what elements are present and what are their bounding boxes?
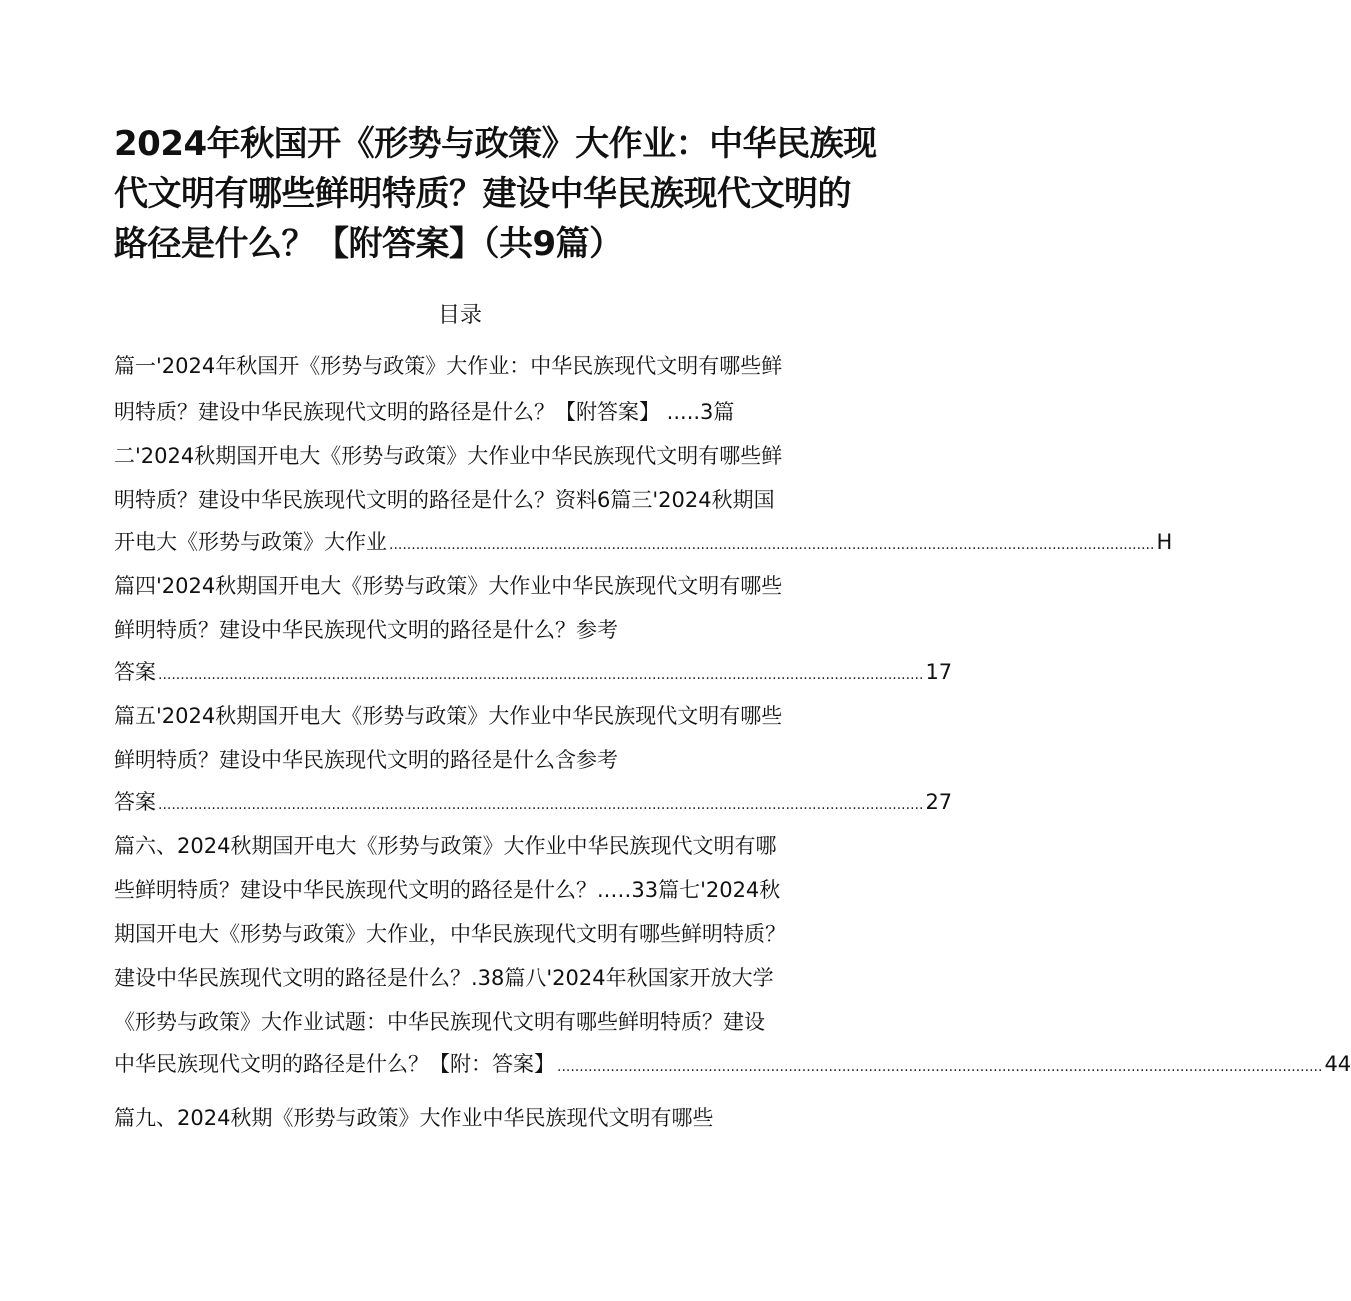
toc-line: 篇六、2024秋期国开电大《形势与政策》大作业中华民族现代文明有哪: [114, 834, 777, 858]
toc-leader-text: 开电大《形势与政策》大作业: [114, 530, 387, 554]
toc-line: 明特质？建设中华民族现代文明的路径是什么？资料6篇三'2024秋期国: [114, 488, 775, 512]
toc-line: 篇五'2024秋期国开电大《形势与政策》大作业中华民族现代文明有哪些: [114, 704, 783, 728]
toc-line: 篇九、2024秋期《形势与政策》大作业中华民族现代文明有哪些: [114, 1106, 714, 1130]
title-line-3: 路径是什么？【附答案】（共9篇）: [114, 224, 623, 264]
title-line-2: 代文明有哪些鲜明特质？建设中华民族现代文明的: [114, 174, 851, 214]
toc-leader-line: [114, 526, 1173, 561]
toc-heading: 目录: [437, 303, 482, 328]
leader-dots: ............................................................................................................................................................................: [557, 1059, 1323, 1075]
toc-leader-line: [114, 1048, 1351, 1083]
toc-line: 《形势与政策》大作业试题：中华民族现代文明有哪些鲜明特质？建设: [114, 1010, 765, 1034]
toc-page-number: 27: [925, 790, 953, 814]
toc-page-number: H: [1156, 530, 1173, 554]
toc-leader-line: [114, 786, 953, 821]
toc-line: 明特质？建设中华民族现代文明的路径是什么？【附答案】 .....3篇: [114, 400, 735, 424]
title-line-1: 2024年秋国开《形势与政策》大作业：中华民族现: [114, 124, 877, 164]
toc-leader-text: 答案: [114, 660, 156, 684]
toc-line: 鲜明特质？建设中华民族现代文明的路径是什么含参考: [114, 748, 618, 772]
leader-dots: ............................................................................................................................................................................: [389, 537, 1155, 553]
toc-line: 建设中华民族现代文明的路径是什么？.38篇八'2024年秋国家开放大学: [114, 966, 774, 990]
toc-line: 鲜明特质？建设中华民族现代文明的路径是什么？参考: [114, 618, 618, 642]
toc-line: 些鲜明特质？建设中华民族现代文明的路径是什么？..…33篇七'2024秋: [114, 878, 781, 902]
toc-leader-line: [114, 656, 953, 691]
toc-leader-text: 答案: [114, 790, 156, 814]
toc-page-number: 17: [925, 660, 953, 684]
leader-dots: ............................................................................................................................................................................: [158, 667, 924, 683]
toc-page-number: 44: [1324, 1052, 1351, 1076]
toc-line: 二'2024秋期国开电大《形势与政策》大作业中华民族现代文明有哪些鲜: [114, 444, 783, 468]
leader-dots: ............................................................................................................................................................................: [158, 797, 924, 813]
toc-leader-text: 中华民族现代文明的路径是什么？【附：答案】: [114, 1052, 555, 1076]
toc-line: 期国开电大《形势与政策》大作业，中华民族现代文明有哪些鲜明特质？: [114, 922, 786, 946]
toc-line: 篇一'2024年秋国开《形势与政策》大作业：中华民族现代文明有哪些鲜: [114, 354, 783, 378]
toc-line: 篇四'2024秋期国开电大《形势与政策》大作业中华民族现代文明有哪些: [114, 574, 783, 598]
